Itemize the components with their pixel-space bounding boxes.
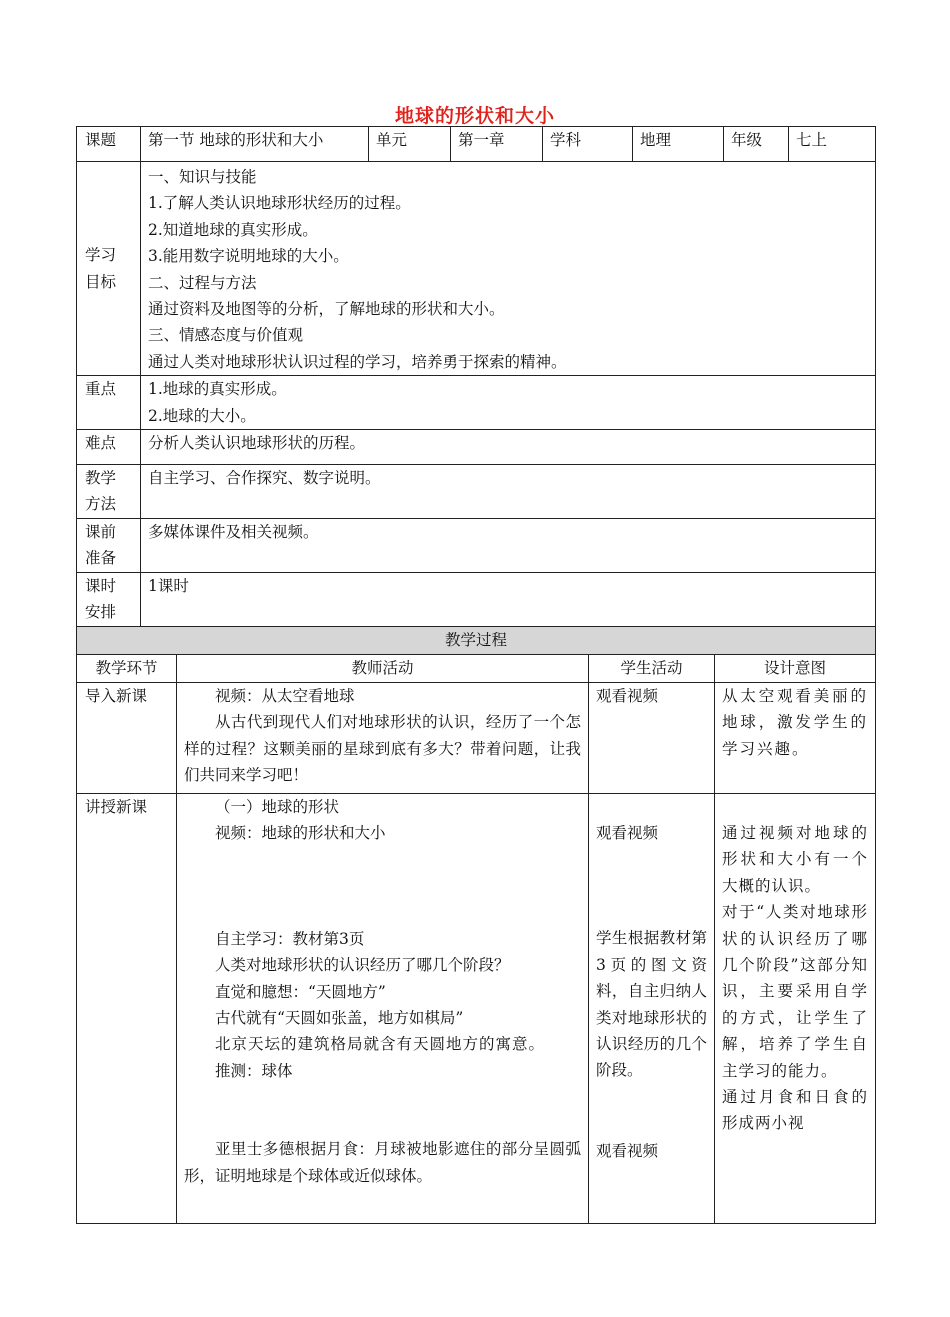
unit-value: 第一章 [451, 127, 543, 162]
preparation-content: 多媒体课件及相关视频。 [141, 519, 876, 573]
lesson-info-table [76, 126, 876, 627]
process-heading: 教学过程 [77, 627, 876, 655]
subject-value: 地理 [633, 127, 724, 162]
intro-teacher: 视频：从太空看地球 从古代到现代人们对地球形状的认识，经历了一个怎样的过程？这颗美丽的星球到底有多大？带着问题，让我们共同来学习吧！ [177, 683, 589, 794]
topic-row [77, 127, 876, 162]
grade-label: 年级 [724, 127, 789, 162]
document-title: 地球的形状和大小 [394, 105, 555, 127]
difficulties-label: 难点 [77, 430, 141, 465]
difficulties-content: 分析人类认识地球形状的历程。 [141, 430, 876, 465]
schedule-row [77, 573, 876, 627]
preparation-row [77, 519, 876, 573]
goals-content [141, 162, 876, 376]
column-header: 教学环节 [77, 655, 177, 683]
process-column-headers [77, 655, 876, 683]
topic-label: 课题 [77, 127, 141, 162]
column-header: 学生活动 [589, 655, 715, 683]
goals-line: 3.能用数字说明地球的大小。 [148, 247, 349, 266]
unit-label: 单元 [369, 127, 451, 162]
goals-line: 通过人类对地球形状认识过程的学习，培养勇于探索的精神。 [148, 352, 567, 371]
column-header: 教师活动 [177, 655, 589, 683]
subject-label: 学科 [543, 127, 633, 162]
methods-label: 教学 方法 [77, 465, 141, 519]
lecture-intent: 通过视频对地球的形状和大小有一个大概的认识。 对于“人类对地球形状的认识经历了哪几个阶段”这部分知识，主要采用自学的方式，让学生了解，培养了学生自主学习的能力。 通过月食和日食的形成两小视 [715, 794, 876, 1224]
difficulties-row [77, 430, 876, 465]
intro-intent: 从太空观看美丽的地球，激发学生的学习兴趣。 [715, 683, 876, 794]
schedule-content: 1课时 [141, 573, 876, 627]
methods-row [77, 465, 876, 519]
process-heading-row [77, 627, 876, 655]
goals-row [77, 162, 876, 376]
goals-line: 1.了解人类认识地球形状经历的过程。 [148, 194, 411, 213]
grade-value: 七上 [789, 127, 876, 162]
preparation-label: 课前 准备 [77, 519, 141, 573]
goals-line: 三、情感态度与价值观 [148, 326, 304, 345]
methods-content: 自主学习、合作探究、数字说明。 [141, 465, 876, 519]
key-points-label: 重点 [77, 376, 141, 430]
goals-line: 一、知识与技能 [148, 168, 257, 186]
intro-student: 观看视频 [589, 683, 715, 794]
lecture-stage: 讲授新课 [77, 794, 177, 1224]
teaching-process-table [76, 626, 876, 1224]
key-points-content: 1.地球的真实形成。 2.地球的大小。 [141, 376, 876, 430]
goals-label: 学习 目标 [77, 162, 141, 376]
lecture-row [77, 794, 876, 1224]
schedule-label: 课时 安排 [77, 573, 141, 627]
lecture-student: 观看视频 学生根据教材第3页的图文资料，自主归纳人类对地球形状的认识经历的几个阶段。 观看视频 [589, 794, 715, 1224]
goals-line: 2.知道地球的真实形成。 [148, 220, 318, 239]
intro-stage: 导入新课 [77, 683, 177, 794]
topic-value: 第一节 地球的形状和大小 [141, 127, 369, 162]
column-header: 设计意图 [715, 655, 876, 683]
lecture-teacher: （一）地球的形状 视频：地球的形状和大小 自主学习：教材第3页 人类对地球形状的认识经历了哪几个阶段？ 直觉和臆想：“天圆地方” 古代就有“天圆如张盖，地方如棋局” 北京天坛的建筑格局就含有天圆地方的寓意。 推测：球体 亚里士多德根据月食：月球被地影遮住的部分呈圆弧形，证明地球是个球体或近似球体。 [177, 794, 589, 1224]
goals-line: 二、过程与方法 [148, 273, 257, 292]
intro-row [77, 683, 876, 794]
key-points-row [77, 376, 876, 430]
goals-line: 通过资料及地图等的分析，了解地球的形状和大小。 [148, 300, 505, 319]
